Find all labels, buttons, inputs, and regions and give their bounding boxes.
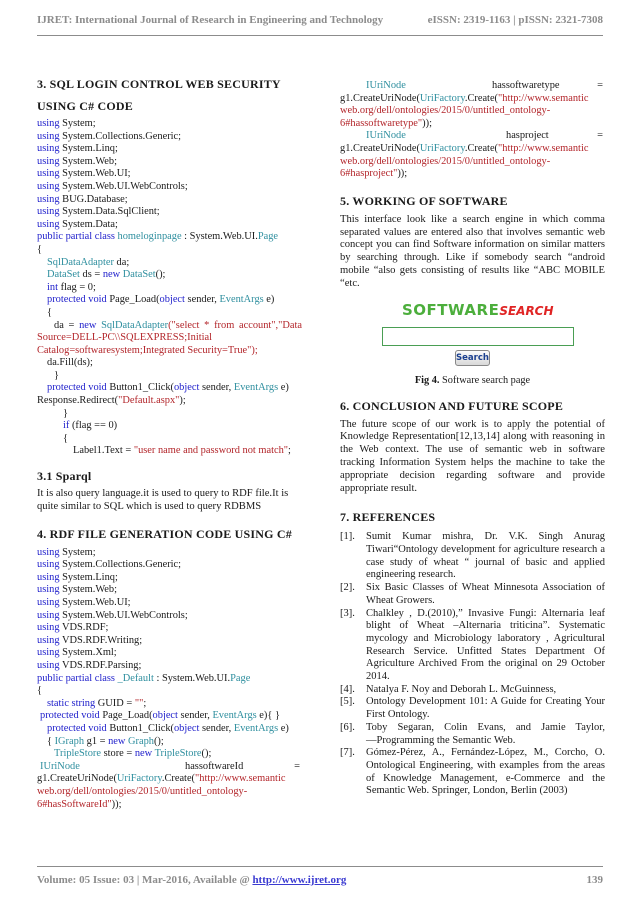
code-block-login: using System; using System.Collections.Generic; using System.Linq; using System.Web; using System.Web.UI; using System.Web.UI.WebControls; using BUG.Database; using System.Data.SqlClient; using System.Data; public partial class homeloginpage : System.Web.UI.Page { SqlDataAdapter da; DataSet ds = new DataSet(); int flag = 0; protected void Page_Load(object sender, EventArgs e) { da = new SqlDataAdapter("select * from account","Data Source=DELL-PC\\SQLEXPRESS;Initial Catalog=softwaresystem;Integrated Security=True"); da.Fill(ds); } protected void Button1_Click(object sender, EventArgs e) Response.Redirect("Default.aspx"); } if (flag == 0) { Label1.Text = "user name and password not match"; xyxy=(37,118,302,457)
section-3-title: 3. SQL LOGIN CONTROL WEB SECURITY xyxy=(37,77,281,91)
section-4-title: 4. RDF FILE GENERATION CODE USING C# xyxy=(37,526,292,541)
journal-link[interactable]: http://www.ijret.org xyxy=(252,874,347,886)
left-column xyxy=(37,76,302,811)
reference-item: [2]. Six Basic Classes of Wheat Minnesota Association of Wheat Growers. xyxy=(340,582,605,606)
volume-info: Volume: 05 Issue: 03 | Mar-2016, Available @ http://www.ijret.org xyxy=(37,874,347,886)
page-number: 139 xyxy=(586,874,603,886)
section-5-title: 5. WORKING OF SOFTWARE xyxy=(340,193,508,208)
section-6-title: 6. CONCLUSION AND FUTURE SCOPE xyxy=(340,398,564,413)
reference-item: [7]. Gómez-Pérez, A., Fernández-López, M., Corcho, O. Ontological Engineering, with examples from the areas of Knowledge Management, e-Commerce and the Semantic Web. Springer, London, Berlin (2003) xyxy=(340,747,605,797)
section-3-1-text: It is also query language.it is used to query to RDF file.It is quite similar to SQL which is used to query RDBMS xyxy=(37,488,289,512)
section-5-text: This interface look like a search engine in which comma separated values are entered also that involves semantic web concept you can find Software information on similar matters by searching through. Like if somebody search “android mobile “also gets consisting of results like “ABC MOBILE “etc. xyxy=(340,213,605,289)
search-button[interactable]: Search xyxy=(455,350,490,366)
running-header xyxy=(37,14,603,30)
issn: eISSN: 2319-1163 | pISSN: 2321-7308 xyxy=(427,14,603,26)
section-3-title-line2: USING C# CODE xyxy=(37,99,133,113)
software-search-logo: SOFTWARESEARCH xyxy=(402,300,554,319)
code-block-continued: IUriNode hassoftwaretype = g1.CreateUriNode(UriFactory.Create("http://www.semantic web.org/dell/ontologies/2015/0/untitled_ontology-6#hassoftwaretype")); IUriNode hasproject = g1.CreateUriNode(UriFactory.Create("http://www.semantic web.org/dell/ontologies/2015/0/untitled_ontology-6#hasproject")); xyxy=(340,80,603,180)
section-6-text: The future scope of our work is to apply the potential of Knowledge Representation[12,13,14] along with reasoning in the Web context. The use of semantic web in software tracking Information System helps the machine to take the appropriate decision regarding software and provide appropriate result. xyxy=(340,418,605,494)
running-footer xyxy=(37,874,603,890)
right-column xyxy=(340,80,605,798)
code-block-rdf: using System; using System.Collections.Generic; using System.Linq; using System.Web; using System.Web.UI; using System.Web.UI.WebControls; using VDS.RDF; using VDS.RDF.Writing; using System.Xml; using VDS.RDF.Parsing; public partial class _Default : System.Web.UI.Page { static string GUID = ""; protected void Page_Load(object sender, EventArgs e){ } protected void Button1_Click(object sender, EventArgs e) { IGraph g1 = new Graph(); TripleStore store = new TripleStore(); IUriNode hassoftwareId = g1.CreateUriNode(UriFactory.Create("http://www.semantic web.org/dell/ontologies/2015/0/untitled_ontology-6#hasSoftwareId")); xyxy=(37,546,300,810)
section-7-title: 7. REFERENCES xyxy=(340,510,436,525)
reference-item: [4]. Natalya F. Noy and Deborah L. McGuinness, xyxy=(340,683,557,695)
footer-rule xyxy=(37,866,603,867)
references-list xyxy=(340,531,605,798)
reference-item: [5]. Ontology Development 101: A Guide for Creating Your First Ontology. xyxy=(340,696,605,721)
section-3-1-title: 3.1 Sparql xyxy=(37,469,92,484)
journal-name: IJRET: International Journal of Research in Engineering and Technology xyxy=(37,14,384,26)
reference-item: [3]. Chalkley , D.(2010),” Invasive Fungi: Alternaria leaf blight of Wheat –Alternaria triticina”. Systematic mycology and Microbiology laboratory , Agricultural Research Service. Unfitted States Department Of Agriculture Archived From the original on 29 October 2014. xyxy=(340,607,605,683)
software-search-figure xyxy=(340,297,605,397)
reference-item: [1]. Sumit Kumar mishra, Dr. V.K. Singh Anurag Tiwari“Ontology development for agriculture research a case study of wheat “ journal of basic and applied engineering research. xyxy=(340,531,605,581)
search-input[interactable] xyxy=(382,327,574,346)
header-rule xyxy=(37,35,603,36)
reference-item: [6]. Toby Segaran, Colin Evans, and Jamie Taylor, ―Programming the Semantic Web. xyxy=(340,721,605,746)
figure-4-caption: Fig 4. Software search page xyxy=(414,374,531,386)
